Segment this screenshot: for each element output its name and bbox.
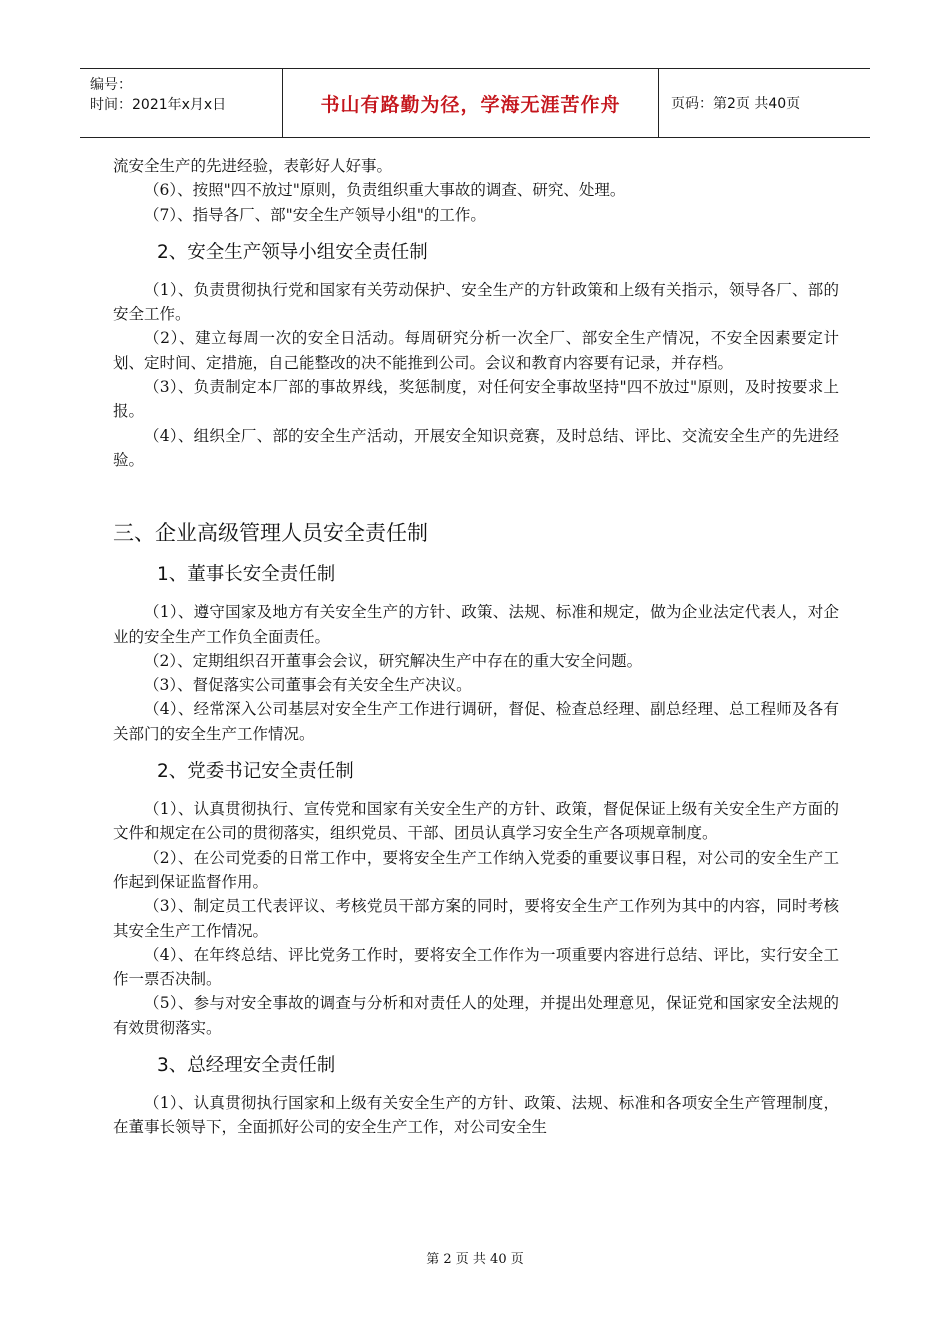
- section2-item: （3）、负责制定本厂部的事故界线，奖惩制度，对任何安全事故坚持"四不放过"原则，及时按要求上报。: [113, 378, 839, 421]
- sub2-item: （5）、参与对安全事故的调查与分析和对责任人的处理，并提出处理意见，保证党和国家安全法规的有效贯彻落实。: [113, 994, 839, 1037]
- section2-item: （2）、建立每周一次的安全日活动。每周研究分析一次全厂、部安全生产情况，不安全因素要定计划、定时间、定措施，自己能整改的决不能推到公司。会议和教育内容要有记录，并存档。: [113, 329, 839, 372]
- section2-item: （1）、负责贯彻执行党和国家有关劳动保护、安全生产的方针政策和上级有关指示，领导各厂、部的安全工作。: [113, 280, 839, 324]
- document-body: [113, 154, 839, 1140]
- lead-item: （6）、按照"四不放过"原则，负责组织重大事故的调查、研究、处理。: [144, 181, 626, 200]
- sub2-item: （4）、在年终总结、评比党务工作时，要将安全工作作为一项重要内容进行总结、评比，实行安全工作一票否决制。: [113, 945, 839, 989]
- sub1-item: （4）、经常深入公司基层对安全生产工作进行调研，督促、检查总经理、副总经理、总工程师及各有关部门的安全生产工作情况。: [113, 700, 839, 743]
- sub1-heading: 1、董事长安全责任制: [157, 564, 336, 586]
- header-date-label: 时间：2021年x月x日: [90, 97, 227, 113]
- sub1-item: （1）、遵守国家及地方有关安全生产的方针、政策、法规、标准和规定，做为企业法定代表人，对企业的安全生产工作负全面责任。: [113, 603, 839, 646]
- header-motto: 书山有路勤为径，学海无涯苦作舟: [283, 69, 659, 137]
- sub1-item: （3）、督促落实公司董事会有关安全生产决议。: [144, 676, 472, 695]
- chapter3-heading: 三、企业高级管理人员安全责任制: [113, 521, 428, 546]
- sub2-item: （1）、认真贯彻执行、宣传党和国家有关安全生产的方针、政策，督促保证上级有关安全生产方面的文件和规定在公司的贯彻落实，组织党员、干部、团员认真学习安全生产各项规章制度。: [113, 800, 839, 843]
- sub2-item: （3）、制定员工代表评议、考核党员干部方案的同时，要将安全生产工作列为其中的内容，同时考核其安全生产工作情况。: [113, 897, 839, 940]
- page-header: [80, 68, 870, 138]
- sub2-heading: 2、党委书记安全责任制: [157, 761, 354, 783]
- section2-item: （4）、组织全厂、部的安全生产活动，开展安全知识竞赛，及时总结、评比、交流安全生产的先进经验。: [113, 426, 839, 469]
- sub2-item: （2）、在公司党委的日常工作中，要将安全生产工作纳入党委的重要议事日程，对公司的安全生产工作起到保证监督作用。: [113, 848, 839, 891]
- page-footer: 第 2 页 共 40 页: [426, 1252, 524, 1267]
- sub3-item: （1）、认真贯彻执行国家和上级有关安全生产的方针、政策、法规、标准和各项安全生产管理制度，在董事长领导下，全面抓好公司的安全生产工作，对公司安全生: [113, 1094, 839, 1137]
- header-number-label: 编号：: [90, 77, 132, 93]
- lead-continuation: 流安全生产的先进经验，表彰好人好事。: [113, 157, 393, 175]
- header-meta: [80, 69, 283, 137]
- sub3-heading: 3、总经理安全责任制: [157, 1055, 336, 1077]
- header-page-label: 页码：第2页 共40页: [671, 96, 801, 112]
- section2-heading: 2、安全生产领导小组安全责任制: [157, 241, 428, 263]
- sub1-item: （2）、定期组织召开董事会会议，研究解决生产中存在的重大安全问题。: [144, 651, 643, 670]
- lead-item: （7）、指导各厂、部"安全生产领导小组"的工作。: [144, 205, 486, 224]
